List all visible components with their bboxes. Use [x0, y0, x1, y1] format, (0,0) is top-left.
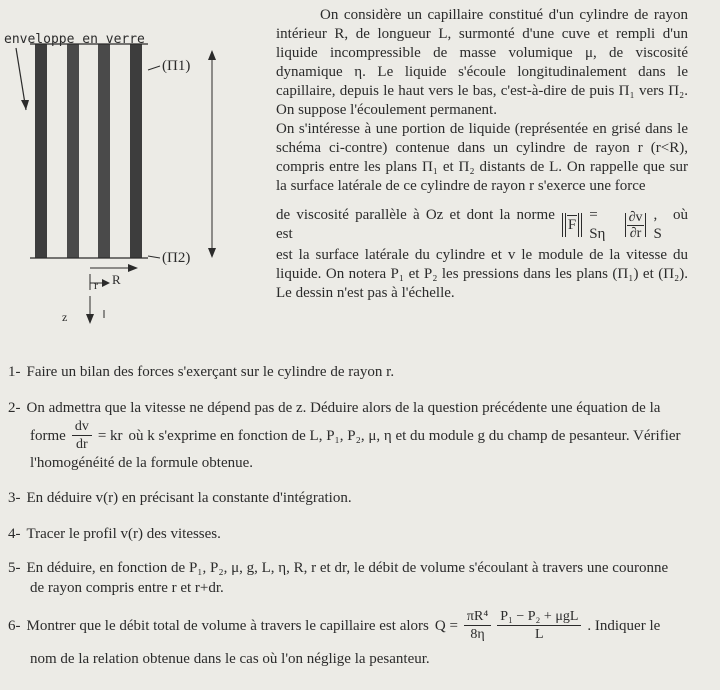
question-5-number: 5-: [8, 560, 21, 576]
inner-cylinder-right: [98, 44, 110, 258]
question-5: [8, 558, 698, 598]
fraction-1-numerator: πR⁴: [464, 608, 491, 626]
fraction-1-denominator: 8η: [470, 627, 485, 642]
pi2-label: (Π2): [162, 250, 191, 266]
question-2-text-c: l'homogénéité de la formule obtenue.: [30, 455, 254, 471]
length-arrow-top: [208, 50, 216, 60]
poiseuille-fraction-2: [497, 608, 581, 643]
question-6-number: 6-: [8, 617, 21, 634]
z-arrowhead: [86, 314, 94, 324]
derivative-norm: [624, 210, 648, 241]
fraction-2-numerator: P₁ − P₂ + μgL: [497, 608, 581, 626]
question-1-text: Faire un bilan des forces s'exerçant sur le cylindre de rayon r.: [26, 364, 395, 380]
question-6-text-a: Montrer que le débit total de volume à travers le capillaire est alors: [26, 617, 429, 634]
r-label: r: [94, 278, 98, 292]
intro-text-before-formula: de viscosité parallèle à Oz et dont la norme est: [276, 207, 555, 242]
viscosity-formula-line: [276, 206, 688, 244]
derivative-numerator: ∂v: [628, 209, 643, 225]
inner-cylinder-left: [67, 44, 79, 258]
liquid-core: [79, 44, 98, 258]
question-6-text-c: nom de la relation obtenue dans le cas où l'on néglige la pesanteur.: [30, 651, 430, 667]
envelope-arrowhead: [21, 100, 29, 110]
force-symbol: F: [567, 217, 577, 233]
question-3-number: 3-: [8, 490, 21, 506]
intro-paragraph-4: est la surface latérale du cylindre et v le module de la vitesse du liquide. On notera P₁ et P₂ les pressions dans les plans (Π₁) et (Π₂). Le dessin n'est pas à l'échelle.: [276, 247, 688, 301]
pi1-label: (Π1): [162, 58, 191, 74]
intro-paragraph-1: On considère un capillaire constitué d'un cylindre de rayon intérieur R, de longueur L, surmonté d'une cuve et rempli d'un liquide incompressible de masse volumique μ, de viscosité dynamique η. Le liquide s'écoule longitudinalement dans le capillaire, depuis le haut vers le bas, c'est-à-dire de puis Π₁ vers Π₂. On suppose l'écoulement permanent.: [276, 7, 688, 118]
right-glass-wall: [130, 44, 142, 258]
question-3: [8, 488, 698, 508]
left-glass-wall: [35, 44, 47, 258]
question-2-eq: = kr: [97, 427, 123, 444]
question-1: [8, 362, 698, 382]
derivative-fraction: [627, 210, 645, 241]
pi2-pointer: [148, 256, 160, 258]
pi1-pointer: [148, 66, 160, 70]
question-2-equation-line: [30, 418, 698, 453]
derivative-denominator: ∂r: [629, 225, 642, 241]
question-6-formula-line: [8, 608, 698, 643]
question-2: [8, 398, 698, 473]
fraction-2-denominator: L: [535, 627, 544, 642]
z-label: z: [62, 310, 68, 324]
dr-denominator: dr: [75, 437, 88, 452]
R-label: R: [112, 272, 121, 287]
intro-text-after-formula: , où S: [653, 207, 688, 242]
question-2-number: 2-: [8, 400, 21, 416]
formula-equals: = Sη: [589, 207, 606, 242]
question-6-text-b: . Indiquer le: [587, 617, 661, 634]
envelope-label: enveloppe en verre: [4, 32, 145, 47]
question-3-text: En déduire v(r) en précisant la constante d'intégration.: [26, 490, 352, 506]
problem-statement: [276, 6, 688, 303]
question-2-text-b: où k s'exprime en fonction de L, P₁, P₂, μ, η et du module g du champ de pesanteur. Vérifier: [128, 427, 681, 444]
length-arrow-bottom: [208, 248, 216, 258]
poiseuille-fraction-1: [464, 608, 491, 643]
capillary-figure: [0, 28, 268, 328]
R-arrowhead: [128, 264, 138, 272]
capillary-diagram: [0, 28, 268, 328]
force-norm: [561, 213, 583, 237]
question-1-number: 1-: [8, 364, 21, 380]
question-2-forme: forme: [30, 427, 66, 444]
question-5-text-b: de rayon compris entre r et r+dr.: [30, 580, 224, 596]
question-6-Q: Q =: [434, 617, 458, 634]
dv-dr-fraction: [72, 418, 92, 453]
question-5-text-a: En déduire, en fonction de P₁, P₂, μ, g, L, η, R, r et dr, le débit de volume s'écoulant à travers une couronne: [26, 560, 669, 576]
question-2-text-a: On admettra que la vitesse ne dépend pas de z. Déduire alors de la question précédente une équation de la: [26, 400, 661, 416]
question-4-text: Tracer le profil v(r) des vitesses.: [26, 526, 221, 542]
dv-numerator: dv: [72, 418, 92, 436]
question-4: [8, 524, 698, 544]
r-arrowhead: [102, 279, 110, 287]
question-4-number: 4-: [8, 526, 21, 542]
intro-paragraph-2: On s'intéresse à une portion de liquide (représentée en grisé dans le schéma ci-contre) contenue dans un cylindre de rayon r (r<R), compris entre les plans Π₁ et Π₂ distants de L. On rappelle que sur la surface latérale de ce cylindre de rayon r s'exerce une force: [276, 121, 688, 194]
question-6: [8, 608, 698, 669]
